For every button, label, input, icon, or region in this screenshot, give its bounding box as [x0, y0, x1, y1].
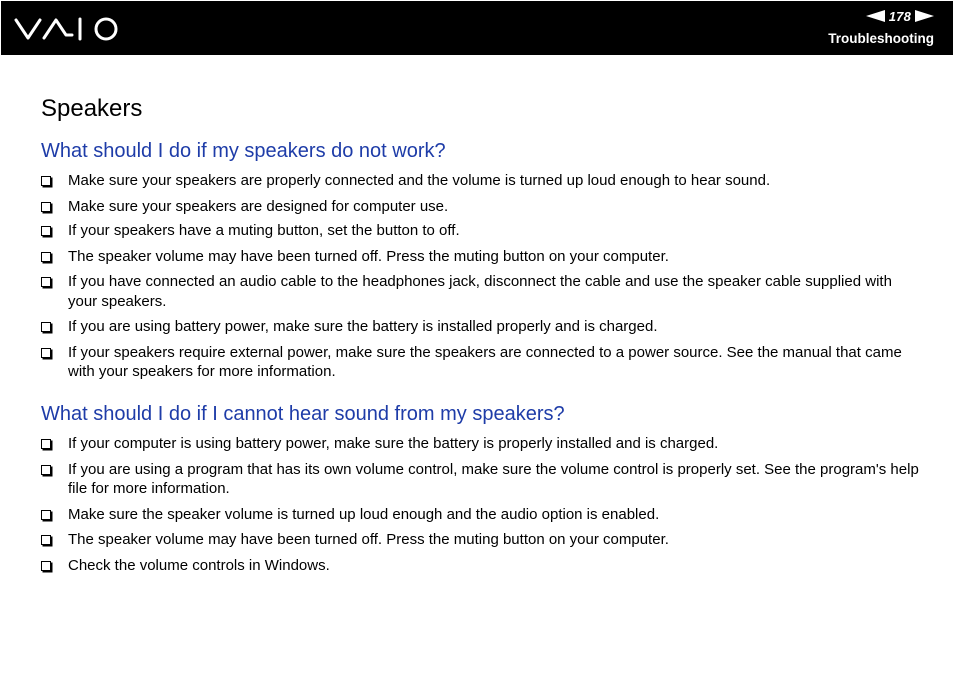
checkbox-bullet-icon: [41, 226, 51, 236]
list-item: If you are using a program that has its own volume control, make sure the volume control is properly set. See the program's help file for more information.: [40, 460, 920, 499]
page-number: 178: [888, 8, 911, 24]
checkbox-bullet-icon: [41, 510, 51, 520]
list-item: If you are using battery power, make sure the battery is installed properly and is charged.: [40, 317, 920, 337]
section-heading-1: What should I do if my speakers do not work?: [41, 140, 446, 162]
checkbox-bullet-icon: [41, 348, 51, 358]
right-triangle-icon[interactable]: [915, 10, 934, 22]
list-item: If your speakers require external power, make sure the speakers are connected to a power source. See the manual that came with your speakers for more information.: [40, 343, 920, 382]
checklist-1: [40, 171, 920, 382]
checkbox-bullet-icon: [41, 277, 51, 287]
checkbox-bullet-icon: [41, 176, 51, 186]
checkbox-bullet-icon: [41, 535, 51, 545]
header-bar: [1, 1, 953, 55]
checkbox-bullet-icon: [41, 465, 51, 475]
section-heading-2: What should I do if I cannot hear sound from my speakers?: [41, 403, 565, 425]
page-navigator: [866, 8, 934, 24]
checklist-2: [40, 434, 920, 575]
checkbox-bullet-icon: [41, 439, 51, 449]
section-label: Troubleshooting: [828, 31, 934, 46]
list-item: Make sure the speaker volume is turned up loud enough and the audio option is enabled.: [40, 505, 920, 525]
list-item: If your computer is using battery power, make sure the battery is properly installed and is charged.: [40, 434, 920, 454]
list-item: If your speakers have a muting button, set the button to off.: [40, 221, 920, 241]
checkbox-bullet-icon: [41, 252, 51, 262]
list-item: Check the volume controls in Windows.: [40, 556, 920, 576]
vaio-logo: [14, 16, 120, 42]
list-item: The speaker volume may have been turned off. Press the muting button on your computer.: [40, 530, 920, 550]
list-item: Make sure your speakers are properly connected and the volume is turned up loud enough to hear sound.: [40, 171, 920, 191]
left-triangle-icon[interactable]: [866, 10, 885, 22]
list-item: If you have connected an audio cable to the headphones jack, disconnect the cable and use the speaker cable supplied with your speakers.: [40, 272, 920, 311]
checkbox-bullet-icon: [41, 202, 51, 212]
page-title: Speakers: [41, 95, 143, 122]
checkbox-bullet-icon: [41, 322, 51, 332]
list-item: The speaker volume may have been turned off. Press the muting button on your computer.: [40, 247, 920, 267]
checkbox-bullet-icon: [41, 561, 51, 571]
list-item: Make sure your speakers are designed for computer use.: [40, 197, 920, 217]
